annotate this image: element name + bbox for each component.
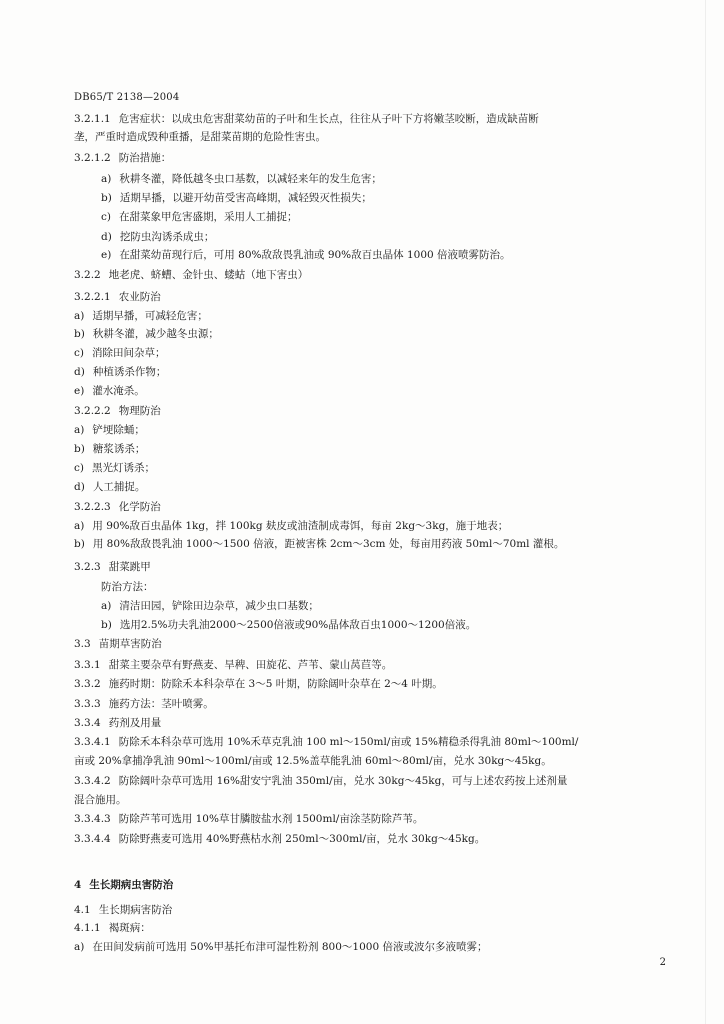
clause-text: 物理防治 <box>118 405 161 417</box>
clause-text: 铲埂除蛹； <box>92 424 145 436</box>
text-line <box>74 774 567 788</box>
clause-text: 在甜菜幼苗现行后，可用 80%敌敌畏乳油或 90%敌百虫晶体 1000 倍液喷雾防治。 <box>119 249 511 261</box>
clause-text: 化学防治 <box>118 501 161 513</box>
clause-text: 混合施用。 <box>74 794 127 806</box>
text-line <box>74 716 161 730</box>
clause-number: c) <box>74 462 84 474</box>
text-line <box>74 878 173 892</box>
clause-text: 清洁田园，铲除田边杂草，减少虫口基数； <box>119 600 319 612</box>
text-line <box>101 618 476 632</box>
clause-text: 秋耕冬灌，降低越冬虫口基数，以减轻来年的发生危害； <box>119 173 382 185</box>
clause-text: 用 80%敌敌畏乳油 1000～1500 倍液，距被害株 2cm～3cm 处，每亩用药液 50ml～70ml 灌根。 <box>92 538 565 550</box>
clause-text: 施药时期：防除禾本科杂草在 3～5 叶期，防除阔叶杂草在 2～4 叶期。 <box>108 678 443 690</box>
text-line <box>101 599 319 613</box>
page-number: 2 <box>659 957 666 968</box>
clause-text: 防除阔叶杂草可选用 16%甜安宁乳油 350ml/亩，兑水 30kg～45kg，可与上述农药按上述剂量 <box>118 775 568 787</box>
clause-text: 生长期病害防治 <box>98 904 173 916</box>
text-line <box>74 290 161 304</box>
clause-number: c) <box>74 347 84 359</box>
clause-number: 3.2.2.1 <box>74 291 111 303</box>
text-line <box>74 658 392 672</box>
text-line <box>74 537 564 551</box>
clause-text: 灌水淹杀。 <box>92 385 145 397</box>
clause-number: 4.1 <box>74 904 91 916</box>
clause-number: 3.2.2.2 <box>74 405 111 417</box>
clause-text: 施药方法：茎叶喷雾。 <box>108 698 214 710</box>
clause-text: 褐斑病： <box>108 922 151 934</box>
clause-number: 3.3.3 <box>74 698 101 710</box>
text-line <box>74 637 162 651</box>
clause-text: 生长期病虫害防治 <box>89 879 174 891</box>
clause-number: 3.3.4 <box>74 717 101 729</box>
clause-number: a) <box>101 173 112 185</box>
text-line <box>74 903 172 917</box>
clause-number: 3.2.3 <box>74 561 101 573</box>
clause-number: 4.1.1 <box>74 922 101 934</box>
clause-text: 人工捕捉。 <box>92 481 146 493</box>
clause-text: 亩或 20%拿捕净乳油 90ml～100ml/亩或 12.5%盖草能乳油 60ml～80ml/亩，兑水 30kg～45kg。 <box>74 755 552 767</box>
clause-text: 地老虎、蛴螬、金针虫、蝼蛄（地下害虫） <box>108 269 309 281</box>
clause-text: 甜菜跳甲 <box>108 561 151 573</box>
clause-number: b) <box>74 538 85 550</box>
clause-number: a) <box>74 520 85 532</box>
text-line <box>74 309 208 323</box>
text-line <box>74 940 487 954</box>
text-line <box>74 793 127 807</box>
clause-text: 消除田间杂草； <box>91 347 166 359</box>
clause-number: b) <box>74 328 85 340</box>
text-line <box>74 500 161 514</box>
text-line <box>74 404 161 418</box>
clause-number: 3.3.2 <box>74 678 101 690</box>
text-line <box>74 461 155 475</box>
text-line <box>74 560 151 574</box>
clause-text: 挖防虫沟诱杀成虫； <box>119 231 215 243</box>
clause-number: 3.3 <box>74 638 91 650</box>
text-line <box>74 921 151 935</box>
clause-text: 防除芦苇可选用 10%草甘膦胺盐水剂 1500ml/亩涂茎防除芦苇。 <box>118 813 424 825</box>
clause-number: b) <box>101 192 112 204</box>
clause-text: 甜菜主要杂草有野燕麦、旱稗、田旋花、芦苇、蒙山莴苣等。 <box>108 659 393 671</box>
clause-number: 3.2.2 <box>74 269 101 281</box>
clause-text: 苗期草害防治 <box>98 638 162 650</box>
clause-number: c) <box>101 211 111 223</box>
clause-number: e) <box>101 249 112 261</box>
text-line <box>101 172 382 186</box>
clause-text: 在田间发病前可选用 50%甲基托布津可湿性粉剂 800～1000 倍液或波尔多液喷雾； <box>92 941 488 953</box>
clause-text: 糖浆诱杀； <box>92 443 146 455</box>
clause-number: 3.3.4.1 <box>74 736 111 748</box>
clause-number: 3.3.1 <box>74 659 101 671</box>
clause-number: 3.3.4.2 <box>74 775 111 787</box>
clause-number: 3.2.1.1 <box>74 113 111 125</box>
clause-text: 在甜菜象甲危害盛期，采用人工捕捉； <box>118 211 298 223</box>
clause-number: 3.2.2.3 <box>74 501 111 513</box>
text-line <box>74 365 166 379</box>
clause-text: 适期早播，以避开幼苗受害高峰期，减轻毁灭性损失； <box>119 192 372 204</box>
clause-text: 防除野燕麦可选用 40%野燕枯水剂 250ml～300ml/亩，兑水 30kg～45kg。 <box>118 833 486 845</box>
clause-number: d) <box>74 481 85 493</box>
clause-text: 适期早播，可减轻危害； <box>92 310 208 322</box>
text-line <box>74 832 485 846</box>
clause-text: 黑光灯诱杀； <box>91 462 155 474</box>
text-line <box>74 754 552 768</box>
clause-number: 3.3.4.3 <box>74 813 111 825</box>
clause-text: 药剂及用量 <box>108 717 162 729</box>
clause-number: a) <box>74 310 85 322</box>
clause-text: 用 90%敌百虫晶体 1kg，拌 100kg 麸皮或油渣制成毒饵，每亩 2kg～3kg，施于地表； <box>92 520 509 532</box>
clause-text: 防治措施： <box>118 152 172 164</box>
clause-text: 垄，严重时造成毁种重播，是甜菜苗期的危险性害虫。 <box>74 131 326 143</box>
clause-number: a) <box>74 941 85 953</box>
clause-number: 3.3.4.4 <box>74 833 111 845</box>
text-line <box>101 230 214 244</box>
text-line <box>101 248 511 262</box>
clause-text: 农业防治 <box>118 291 161 303</box>
clause-text: 防治方法： <box>101 581 154 593</box>
document-header-id: DB65/T 2138—2004 <box>74 92 180 103</box>
text-line <box>74 519 508 533</box>
clause-number: e) <box>74 385 85 397</box>
text-line <box>74 480 145 494</box>
clause-number: d) <box>101 231 112 243</box>
text-line <box>74 327 219 341</box>
text-line <box>74 130 326 144</box>
text-line <box>74 812 423 826</box>
clause-number: d) <box>74 366 85 378</box>
text-line <box>74 442 145 456</box>
text-line <box>74 268 308 282</box>
clause-text: 防除禾本科杂草可选用 10%禾草克乳油 100 ml～150ml/亩或 15%精稳杀得乳油 80ml～100ml/ <box>118 736 579 748</box>
text-line <box>74 423 145 437</box>
clause-number: 4 <box>74 879 82 891</box>
clause-number: 3.2.1.2 <box>74 152 111 164</box>
clause-number: a) <box>74 424 85 436</box>
text-line <box>74 384 145 398</box>
text-line <box>74 735 578 749</box>
text-line <box>74 346 165 360</box>
text-line <box>101 210 297 224</box>
clause-text: 种植诱杀作物； <box>92 366 167 378</box>
clause-number: b) <box>101 619 112 631</box>
text-line <box>74 697 214 711</box>
clause-text: 危害症状：以成虫危害甜菜幼苗的子叶和生长点，往往从子叶下方将嫩茎咬断，造成缺苗断 <box>118 113 539 125</box>
clause-text: 选用2.5%功夫乳油2000～2500倍液或90%晶体敌百虫1000～1200倍液。 <box>119 619 477 631</box>
text-line <box>101 580 154 594</box>
clause-number: b) <box>74 443 85 455</box>
scan-edge <box>705 0 706 1024</box>
clause-number: a) <box>101 600 112 612</box>
text-line <box>74 677 443 691</box>
text-line <box>74 112 539 126</box>
text-line <box>74 151 171 165</box>
text-line <box>101 191 372 205</box>
clause-text: 秋耕冬灌，减少越冬虫源； <box>92 328 219 340</box>
